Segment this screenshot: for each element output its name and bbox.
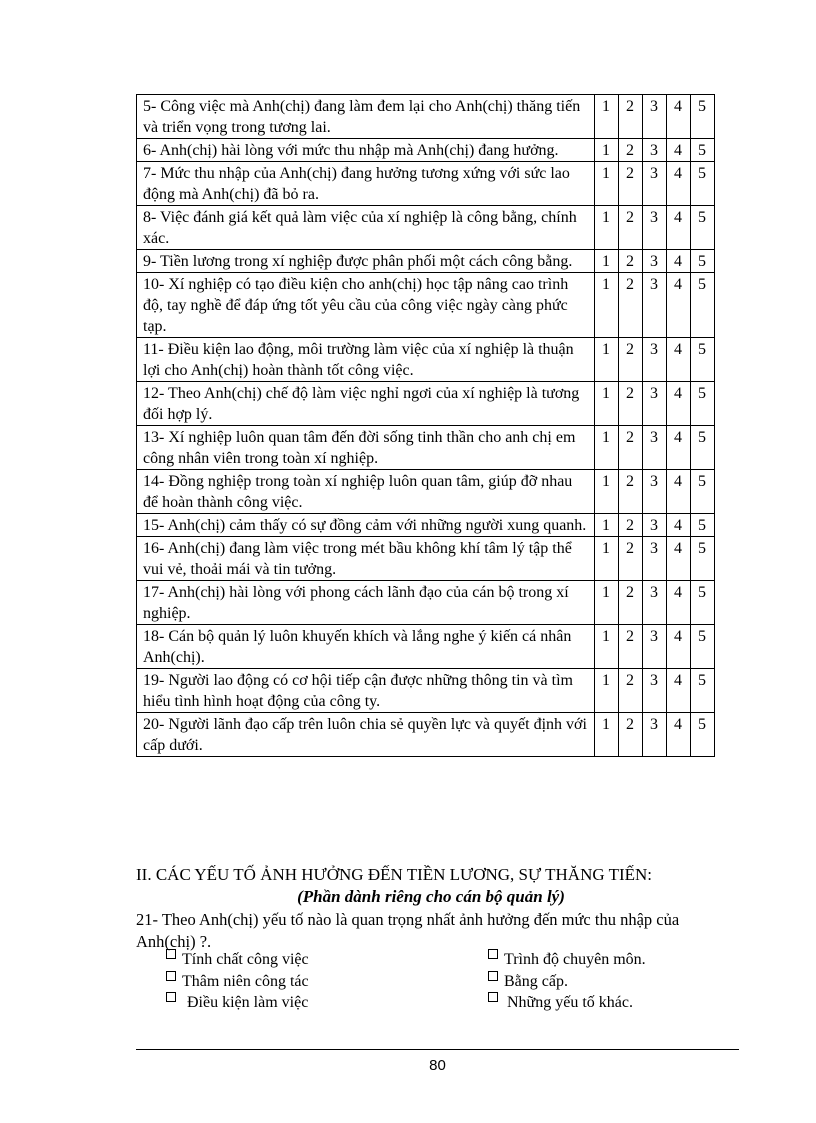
table-row: [137, 426, 715, 470]
rating-option-2[interactable]: 2: [619, 139, 643, 162]
rating-option-4[interactable]: 4: [667, 273, 691, 338]
table-row: [137, 273, 715, 338]
statement-text: 12- Theo Anh(chị) chế độ làm việc nghỉ ngơi của xí nghiệp là tương đối hợp lý.: [137, 382, 595, 426]
statement-text: 14- Đồng nghiệp trong toàn xí nghiệp luôn quan tâm, giúp đỡ nhau để hoàn thành công việc.: [137, 470, 595, 514]
rating-option-2[interactable]: 2: [619, 382, 643, 426]
rating-option-5[interactable]: 5: [691, 206, 715, 250]
rating-option-4[interactable]: 4: [667, 95, 691, 139]
table-row: [137, 139, 715, 162]
rating-option-4[interactable]: 4: [667, 382, 691, 426]
rating-option-2[interactable]: 2: [619, 250, 643, 273]
rating-option-5[interactable]: 5: [691, 139, 715, 162]
table-row: [137, 470, 715, 514]
statement-text: 7- Mức thu nhập của Anh(chị) đang hưởng tương xứng với sức lao động mà Anh(chị) đã bỏ ra.: [137, 162, 595, 206]
rating-option-3[interactable]: 3: [643, 382, 667, 426]
table-row: [137, 514, 715, 537]
option-bang-cap[interactable]: Bằng cấp.: [488, 972, 568, 992]
rating-option-2[interactable]: 2: [619, 338, 643, 382]
rating-option-3[interactable]: 3: [643, 713, 667, 757]
rating-option-5[interactable]: 5: [691, 581, 715, 625]
statement-text: 9- Tiền lương trong xí nghiệp được phân phối một cách công bằng.: [137, 250, 595, 273]
rating-option-2[interactable]: 2: [619, 669, 643, 713]
rating-option-5[interactable]: 5: [691, 338, 715, 382]
rating-option-4[interactable]: 4: [667, 537, 691, 581]
rating-option-4[interactable]: 4: [667, 338, 691, 382]
table-row: [137, 625, 715, 669]
statement-text: 20- Người lãnh đạo cấp trên luôn chia sẻ quyền lực và quyết định với cấp dưới.: [137, 713, 595, 757]
statement-text: 10- Xí nghiệp có tạo điều kiện cho anh(chị) học tập nâng cao trình độ, tay nghề để đáp ứng tốt yêu cầu của công việc ngày càng phức tạp.: [137, 273, 595, 338]
rating-option-2[interactable]: 2: [619, 625, 643, 669]
rating-option-3[interactable]: 3: [643, 273, 667, 338]
statement-text: 6- Anh(chị) hài lòng với mức thu nhập mà Anh(chị) đang hưởng.: [137, 139, 595, 162]
table-row: [137, 162, 715, 206]
rating-option-4[interactable]: 4: [667, 250, 691, 273]
rating-option-5[interactable]: 5: [691, 625, 715, 669]
rating-option-1[interactable]: 1: [595, 206, 619, 250]
rating-option-3[interactable]: 3: [643, 250, 667, 273]
rating-option-4[interactable]: 4: [667, 713, 691, 757]
checkbox-icon[interactable]: [488, 971, 498, 981]
rating-option-3[interactable]: 3: [643, 206, 667, 250]
rating-option-2[interactable]: 2: [619, 470, 643, 514]
checkbox-icon[interactable]: [488, 992, 498, 1002]
option-trinh-do-chuyen-mon[interactable]: Trình độ chuyên môn.: [488, 950, 646, 970]
rating-option-1[interactable]: 1: [595, 273, 619, 338]
checkbox-icon[interactable]: [166, 992, 176, 1002]
rating-option-3[interactable]: 3: [643, 162, 667, 206]
footer-rule: [136, 1049, 739, 1050]
option-tinh-chat-cong-viec[interactable]: Tính chất công việc: [166, 950, 309, 970]
rating-option-4[interactable]: 4: [667, 162, 691, 206]
table-row: [137, 382, 715, 426]
statement-text: 8- Việc đánh giá kết quả làm việc của xí nghiệp là công bằng, chính xác.: [137, 206, 595, 250]
statement-text: 11- Điều kiện lao động, môi trường làm việc của xí nghiệp là thuận lợi cho Anh(chị) hoàn thành tốt công việc.: [137, 338, 595, 382]
rating-option-4[interactable]: 4: [667, 206, 691, 250]
rating-option-2[interactable]: 2: [619, 537, 643, 581]
rating-option-3[interactable]: 3: [643, 669, 667, 713]
table-row: [137, 250, 715, 273]
rating-option-2[interactable]: 2: [619, 514, 643, 537]
rating-option-5[interactable]: 5: [691, 162, 715, 206]
rating-option-1[interactable]: 1: [595, 250, 619, 273]
checkbox-icon[interactable]: [166, 971, 176, 981]
rating-option-3[interactable]: 3: [643, 625, 667, 669]
rating-option-2[interactable]: 2: [619, 162, 643, 206]
option-tham-nien-cong-tac[interactable]: Thâm niên công tác: [166, 972, 309, 992]
question-21-text: 21- Theo Anh(chị) yếu tố nào là quan trọng nhất ảnh hưởng đến mức thu nhập của Anh(chị) ?.: [136, 910, 680, 951]
rating-option-1[interactable]: 1: [595, 625, 619, 669]
rating-option-3[interactable]: 3: [643, 139, 667, 162]
table-row: [137, 669, 715, 713]
rating-option-4[interactable]: 4: [667, 426, 691, 470]
rating-option-3[interactable]: 3: [643, 514, 667, 537]
rating-option-3[interactable]: 3: [643, 537, 667, 581]
rating-option-2[interactable]: 2: [619, 273, 643, 338]
rating-option-5[interactable]: 5: [691, 537, 715, 581]
statement-text: 18- Cán bộ quản lý luôn khuyến khích và lắng nghe ý kiến cá nhân Anh(chị).: [137, 625, 595, 669]
rating-option-1[interactable]: 1: [595, 470, 619, 514]
rating-option-5[interactable]: 5: [691, 273, 715, 338]
rating-option-4[interactable]: 4: [667, 514, 691, 537]
rating-option-1[interactable]: 1: [595, 162, 619, 206]
rating-option-4[interactable]: 4: [667, 669, 691, 713]
rating-option-1[interactable]: 1: [595, 713, 619, 757]
statement-text: 17- Anh(chị) hài lòng với phong cách lãnh đạo của cán bộ trong xí nghiệp.: [137, 581, 595, 625]
rating-option-2[interactable]: 2: [619, 713, 643, 757]
section-subtitle: (Phần dành riêng cho cán bộ quản lý): [297, 887, 565, 906]
rating-option-1[interactable]: 1: [595, 426, 619, 470]
table-row: [137, 713, 715, 757]
rating-option-1[interactable]: 1: [595, 537, 619, 581]
option-dieu-kien-lam-viec[interactable]: Điều kiện làm việc: [166, 993, 308, 1013]
rating-option-5[interactable]: 5: [691, 713, 715, 757]
section-heading: II. CÁC YẾU TỐ ẢNH HƯỞNG ĐẾN TIỀN LƯƠNG, SỰ THĂNG TIẾN:: [136, 865, 653, 884]
rating-option-1[interactable]: 1: [595, 139, 619, 162]
option-nhung-yeu-to-khac[interactable]: Những yếu tố khác.: [488, 993, 633, 1013]
checkbox-icon[interactable]: [166, 949, 176, 959]
rating-option-4[interactable]: 4: [667, 581, 691, 625]
rating-option-2[interactable]: 2: [619, 206, 643, 250]
rating-option-5[interactable]: 5: [691, 514, 715, 537]
rating-option-3[interactable]: 3: [643, 338, 667, 382]
statement-text: 16- Anh(chị) đang làm việc trong mét bầu không khí tâm lý tập thể vui vẻ, thoải mái và tin tưởng.: [137, 537, 595, 581]
rating-option-5[interactable]: 5: [691, 426, 715, 470]
rating-option-1[interactable]: 1: [595, 338, 619, 382]
rating-option-3[interactable]: 3: [643, 95, 667, 139]
statement-text: 15- Anh(chị) cảm thấy có sự đồng cảm với những người xung quanh.: [137, 514, 595, 537]
statement-text: 13- Xí nghiệp luôn quan tâm đến đời sống tinh thần cho anh chị em công nhân viên trong toàn xí nghiệp.: [137, 426, 595, 470]
rating-option-1[interactable]: 1: [595, 514, 619, 537]
rating-option-5[interactable]: 5: [691, 250, 715, 273]
rating-option-5[interactable]: 5: [691, 470, 715, 514]
rating-option-2[interactable]: 2: [619, 426, 643, 470]
rating-option-1[interactable]: 1: [595, 95, 619, 139]
table-row: [137, 206, 715, 250]
checkbox-icon[interactable]: [488, 949, 498, 959]
rating-option-5[interactable]: 5: [691, 95, 715, 139]
rating-option-3[interactable]: 3: [643, 426, 667, 470]
table-row: [137, 537, 715, 581]
table-row: [137, 338, 715, 382]
rating-option-1[interactable]: 1: [595, 382, 619, 426]
page-number: 80: [429, 1057, 446, 1074]
rating-option-5[interactable]: 5: [691, 382, 715, 426]
statement-text: 5- Công việc mà Anh(chị) đang làm đem lại cho Anh(chị) thăng tiến và triển vọng trong tương lai.: [137, 95, 595, 139]
rating-option-4[interactable]: 4: [667, 139, 691, 162]
rating-option-2[interactable]: 2: [619, 581, 643, 625]
rating-option-3[interactable]: 3: [643, 581, 667, 625]
rating-option-3[interactable]: 3: [643, 470, 667, 514]
rating-option-4[interactable]: 4: [667, 625, 691, 669]
rating-option-5[interactable]: 5: [691, 669, 715, 713]
table-row: [137, 581, 715, 625]
likert-table: [136, 94, 715, 757]
table-row: [137, 95, 715, 139]
rating-option-2[interactable]: 2: [619, 95, 643, 139]
rating-option-4[interactable]: 4: [667, 470, 691, 514]
statement-text: 19- Người lao động có cơ hội tiếp cận được những thông tin và tìm hiểu tình hình hoạt động của công ty.: [137, 669, 595, 713]
rating-option-1[interactable]: 1: [595, 669, 619, 713]
rating-option-1[interactable]: 1: [595, 581, 619, 625]
